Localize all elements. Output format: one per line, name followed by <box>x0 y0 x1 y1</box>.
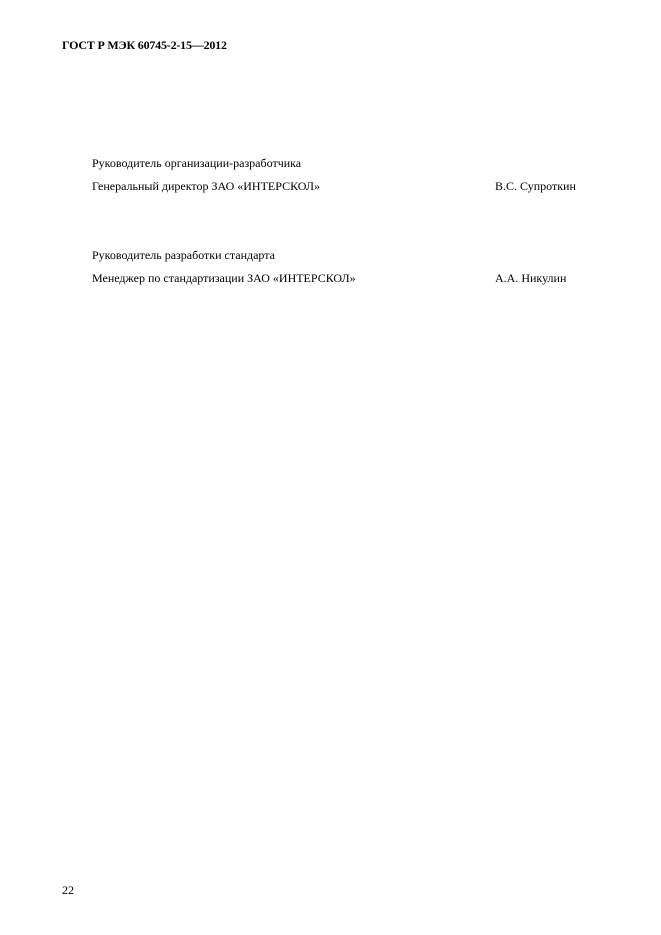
signatory-role: Менеджер по стандартизации ЗАО «ИНТЕРСКОЛ» <box>92 271 356 285</box>
signatory-role: Генеральный директор ЗАО «ИНТЕРСКОЛ» <box>92 179 320 193</box>
signatory-name: В.С. Супроткин <box>495 179 576 193</box>
document-code: ГОСТ Р МЭК 60745-2-15—2012 <box>62 38 227 52</box>
page-number: 22 <box>62 883 74 897</box>
signatory-title: Руководитель организации-разработчика <box>92 156 302 170</box>
signatory-name: А.А. Никулин <box>495 271 567 285</box>
signatory-title: Руководитель разработки стандарта <box>92 248 275 262</box>
